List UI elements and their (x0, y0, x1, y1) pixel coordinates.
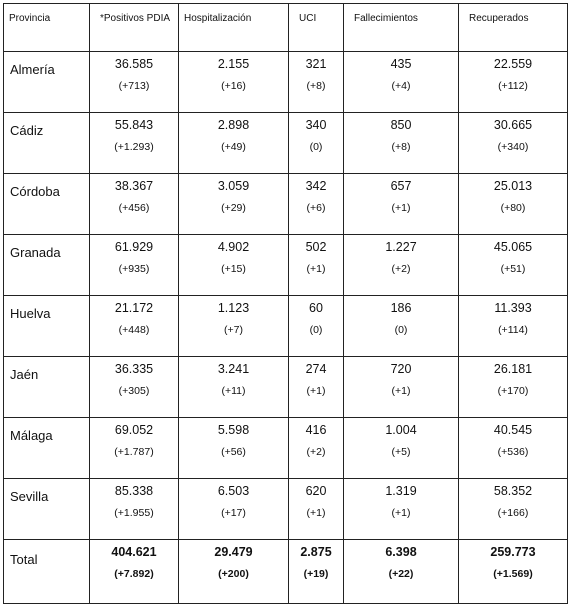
fallecimientos-delta: (+4) (391, 80, 411, 92)
uci-value: 620 (305, 484, 327, 498)
fallecimientos-value: 850 (390, 118, 412, 132)
positivos-value: 36.335 (114, 362, 154, 376)
uci-cell (289, 418, 344, 479)
uci-value: 340 (305, 118, 327, 132)
fallecimientos-delta: (0) (394, 324, 408, 336)
hospitalizacion-value: 2.898 (217, 118, 250, 132)
uci-delta: (+1) (306, 385, 326, 397)
province-name: Almería (4, 52, 90, 113)
fallecimientos-cell (344, 418, 459, 479)
hospitalizacion-value: 3.241 (217, 362, 250, 376)
fallecimientos-cell (344, 174, 459, 235)
positivos-cell (90, 296, 179, 357)
fallecimientos-value: 435 (390, 57, 412, 71)
positivos-value: 404.621 (111, 545, 157, 559)
table-row (4, 52, 568, 113)
uci-delta: (+1) (306, 263, 326, 275)
header-fallecimientos: Fallecimientos (344, 4, 459, 52)
positivos-cell (90, 479, 179, 540)
recuperados-value: 40.545 (493, 423, 533, 437)
uci-cell (289, 235, 344, 296)
uci-cell (289, 174, 344, 235)
recuperados-value: 11.393 (494, 301, 532, 315)
fallecimientos-delta: (+1) (391, 202, 411, 214)
table-row (4, 479, 568, 540)
province-name: Málaga (4, 418, 90, 479)
positivos-cell (90, 235, 179, 296)
positivos-cell (90, 113, 179, 174)
positivos-delta: (+7.892) (114, 568, 154, 580)
province-name: Cádiz (4, 113, 90, 174)
positivos-value: 21.172 (114, 301, 154, 315)
positivos-value: 55.843 (114, 118, 154, 132)
recuperados-delta: (+1.569) (493, 568, 533, 580)
positivos-delta: (+1.787) (114, 446, 154, 458)
recuperados-cell (459, 174, 568, 235)
table-row (4, 296, 568, 357)
table-row (4, 113, 568, 174)
header-provincia: Provincia (4, 4, 90, 52)
positivos-delta: (+1.293) (114, 141, 154, 153)
fallecimientos-value: 1.004 (385, 423, 417, 437)
recuperados-cell (459, 52, 568, 113)
hospitalizacion-delta: (+7) (224, 324, 243, 336)
recuperados-delta: (+536) (497, 446, 529, 458)
province-name: Total (4, 540, 90, 604)
uci-cell (289, 296, 344, 357)
hospitalizacion-cell (179, 418, 289, 479)
positivos-value: 85.338 (114, 484, 154, 498)
recuperados-value: 259.773 (490, 545, 536, 559)
recuperados-delta: (+114) (498, 324, 528, 336)
uci-cell (289, 113, 344, 174)
recuperados-value: 25.013 (493, 179, 533, 193)
positivos-delta: (+448) (118, 324, 150, 336)
hospitalizacion-cell (179, 235, 289, 296)
header-positivos: *Positivos PDIA (90, 4, 179, 52)
fallecimientos-value: 1.227 (385, 240, 417, 254)
table-row (4, 174, 568, 235)
header-row (4, 4, 568, 52)
positivos-cell (90, 418, 179, 479)
hospitalizacion-value: 6.503 (217, 484, 250, 498)
recuperados-cell (459, 479, 568, 540)
hospitalizacion-delta: (+16) (221, 80, 246, 92)
fallecimientos-delta: (+2) (391, 263, 411, 275)
hospitalizacion-delta: (+17) (221, 507, 246, 519)
fallecimientos-delta: (+8) (391, 141, 411, 153)
hospitalizacion-value: 1.123 (217, 301, 250, 315)
recuperados-cell (459, 540, 568, 604)
positivos-delta: (+1.955) (114, 507, 154, 519)
fallecimientos-delta: (+1) (391, 507, 411, 519)
uci-value: 502 (305, 240, 327, 254)
hospitalizacion-cell (179, 52, 289, 113)
uci-delta: (0) (309, 141, 323, 153)
fallecimientos-value: 186 (390, 301, 412, 315)
hospitalizacion-value: 29.479 (214, 545, 253, 559)
positivos-delta: (+456) (118, 202, 150, 214)
recuperados-delta: (+51) (500, 263, 526, 275)
uci-value: 321 (305, 57, 327, 71)
recuperados-cell (459, 296, 568, 357)
uci-value: 60 (309, 301, 323, 315)
table-row (4, 235, 568, 296)
fallecimientos-cell (344, 235, 459, 296)
recuperados-value: 30.665 (493, 118, 533, 132)
hospitalizacion-cell (179, 479, 289, 540)
positivos-cell (90, 52, 179, 113)
province-name: Granada (4, 235, 90, 296)
positivos-cell (90, 357, 179, 418)
recuperados-value: 26.181 (493, 362, 533, 376)
uci-cell (289, 357, 344, 418)
fallecimientos-cell (344, 540, 459, 604)
fallecimientos-cell (344, 357, 459, 418)
uci-delta: (0) (309, 324, 323, 336)
hospitalizacion-cell (179, 296, 289, 357)
fallecimientos-cell (344, 113, 459, 174)
recuperados-delta: (+112) (498, 80, 528, 92)
positivos-value: 36.585 (114, 57, 154, 71)
province-name: Sevilla (4, 479, 90, 540)
positivos-delta: (+305) (118, 385, 150, 397)
fallecimientos-delta: (+5) (391, 446, 411, 458)
header-recuperados: Recuperados (459, 4, 568, 52)
recuperados-cell (459, 357, 568, 418)
province-name: Jaén (4, 357, 90, 418)
uci-delta: (+2) (306, 446, 326, 458)
fallecimientos-value: 720 (390, 362, 412, 376)
uci-value: 416 (305, 423, 327, 437)
positivos-cell (90, 540, 179, 604)
hospitalizacion-delta: (+49) (221, 141, 246, 153)
recuperados-cell (459, 113, 568, 174)
recuperados-delta: (+166) (497, 507, 529, 519)
hospitalizacion-cell (179, 113, 289, 174)
hospitalizacion-delta: (+15) (221, 263, 246, 275)
hospitalizacion-delta: (+56) (221, 446, 246, 458)
uci-delta: (+19) (303, 568, 329, 580)
recuperados-delta: (+80) (500, 202, 526, 214)
table-row (4, 418, 568, 479)
positivos-delta: (+713) (118, 80, 150, 92)
positivos-value: 38.367 (114, 179, 154, 193)
recuperados-cell (459, 235, 568, 296)
hospitalizacion-cell (179, 357, 289, 418)
total-row (4, 540, 568, 604)
recuperados-delta: (+340) (497, 141, 529, 153)
uci-cell (289, 479, 344, 540)
hospitalizacion-delta: (+29) (221, 202, 246, 214)
hospitalizacion-value: 5.598 (217, 423, 250, 437)
table-row (4, 357, 568, 418)
fallecimientos-value: 1.319 (385, 484, 417, 498)
uci-value: 2.875 (300, 545, 332, 559)
province-name: Huelva (4, 296, 90, 357)
uci-delta: (+8) (306, 80, 326, 92)
uci-cell (289, 52, 344, 113)
positivos-value: 69.052 (114, 423, 154, 437)
positivos-value: 61.929 (114, 240, 154, 254)
fallecimientos-delta: (+22) (388, 568, 414, 580)
hospitalizacion-value: 4.902 (217, 240, 250, 254)
recuperados-value: 45.065 (493, 240, 533, 254)
table-body (4, 52, 568, 604)
fallecimientos-cell (344, 479, 459, 540)
recuperados-cell (459, 418, 568, 479)
hospitalizacion-value: 2.155 (217, 57, 250, 71)
fallecimientos-value: 657 (390, 179, 412, 193)
hospitalizacion-cell (179, 174, 289, 235)
header-hospitalizacion: Hospitalización (179, 4, 289, 52)
hospitalizacion-cell (179, 540, 289, 604)
recuperados-value: 58.352 (493, 484, 533, 498)
hospitalizacion-value: 3.059 (217, 179, 250, 193)
positivos-cell (90, 174, 179, 235)
fallecimientos-cell (344, 52, 459, 113)
header-uci: UCI (289, 4, 344, 52)
uci-delta: (+1) (306, 507, 326, 519)
province-name: Córdoba (4, 174, 90, 235)
covid-data-table (3, 3, 568, 604)
uci-value: 274 (305, 362, 327, 376)
uci-value: 342 (305, 179, 327, 193)
uci-delta: (+6) (306, 202, 326, 214)
hospitalizacion-delta: (+200) (218, 568, 249, 580)
fallecimientos-delta: (+1) (391, 385, 411, 397)
hospitalizacion-delta: (+11) (221, 385, 246, 397)
uci-cell (289, 540, 344, 604)
fallecimientos-value: 6.398 (385, 545, 417, 559)
positivos-delta: (+935) (118, 263, 150, 275)
recuperados-delta: (+170) (497, 385, 529, 397)
fallecimientos-cell (344, 296, 459, 357)
recuperados-value: 22.559 (493, 57, 533, 71)
